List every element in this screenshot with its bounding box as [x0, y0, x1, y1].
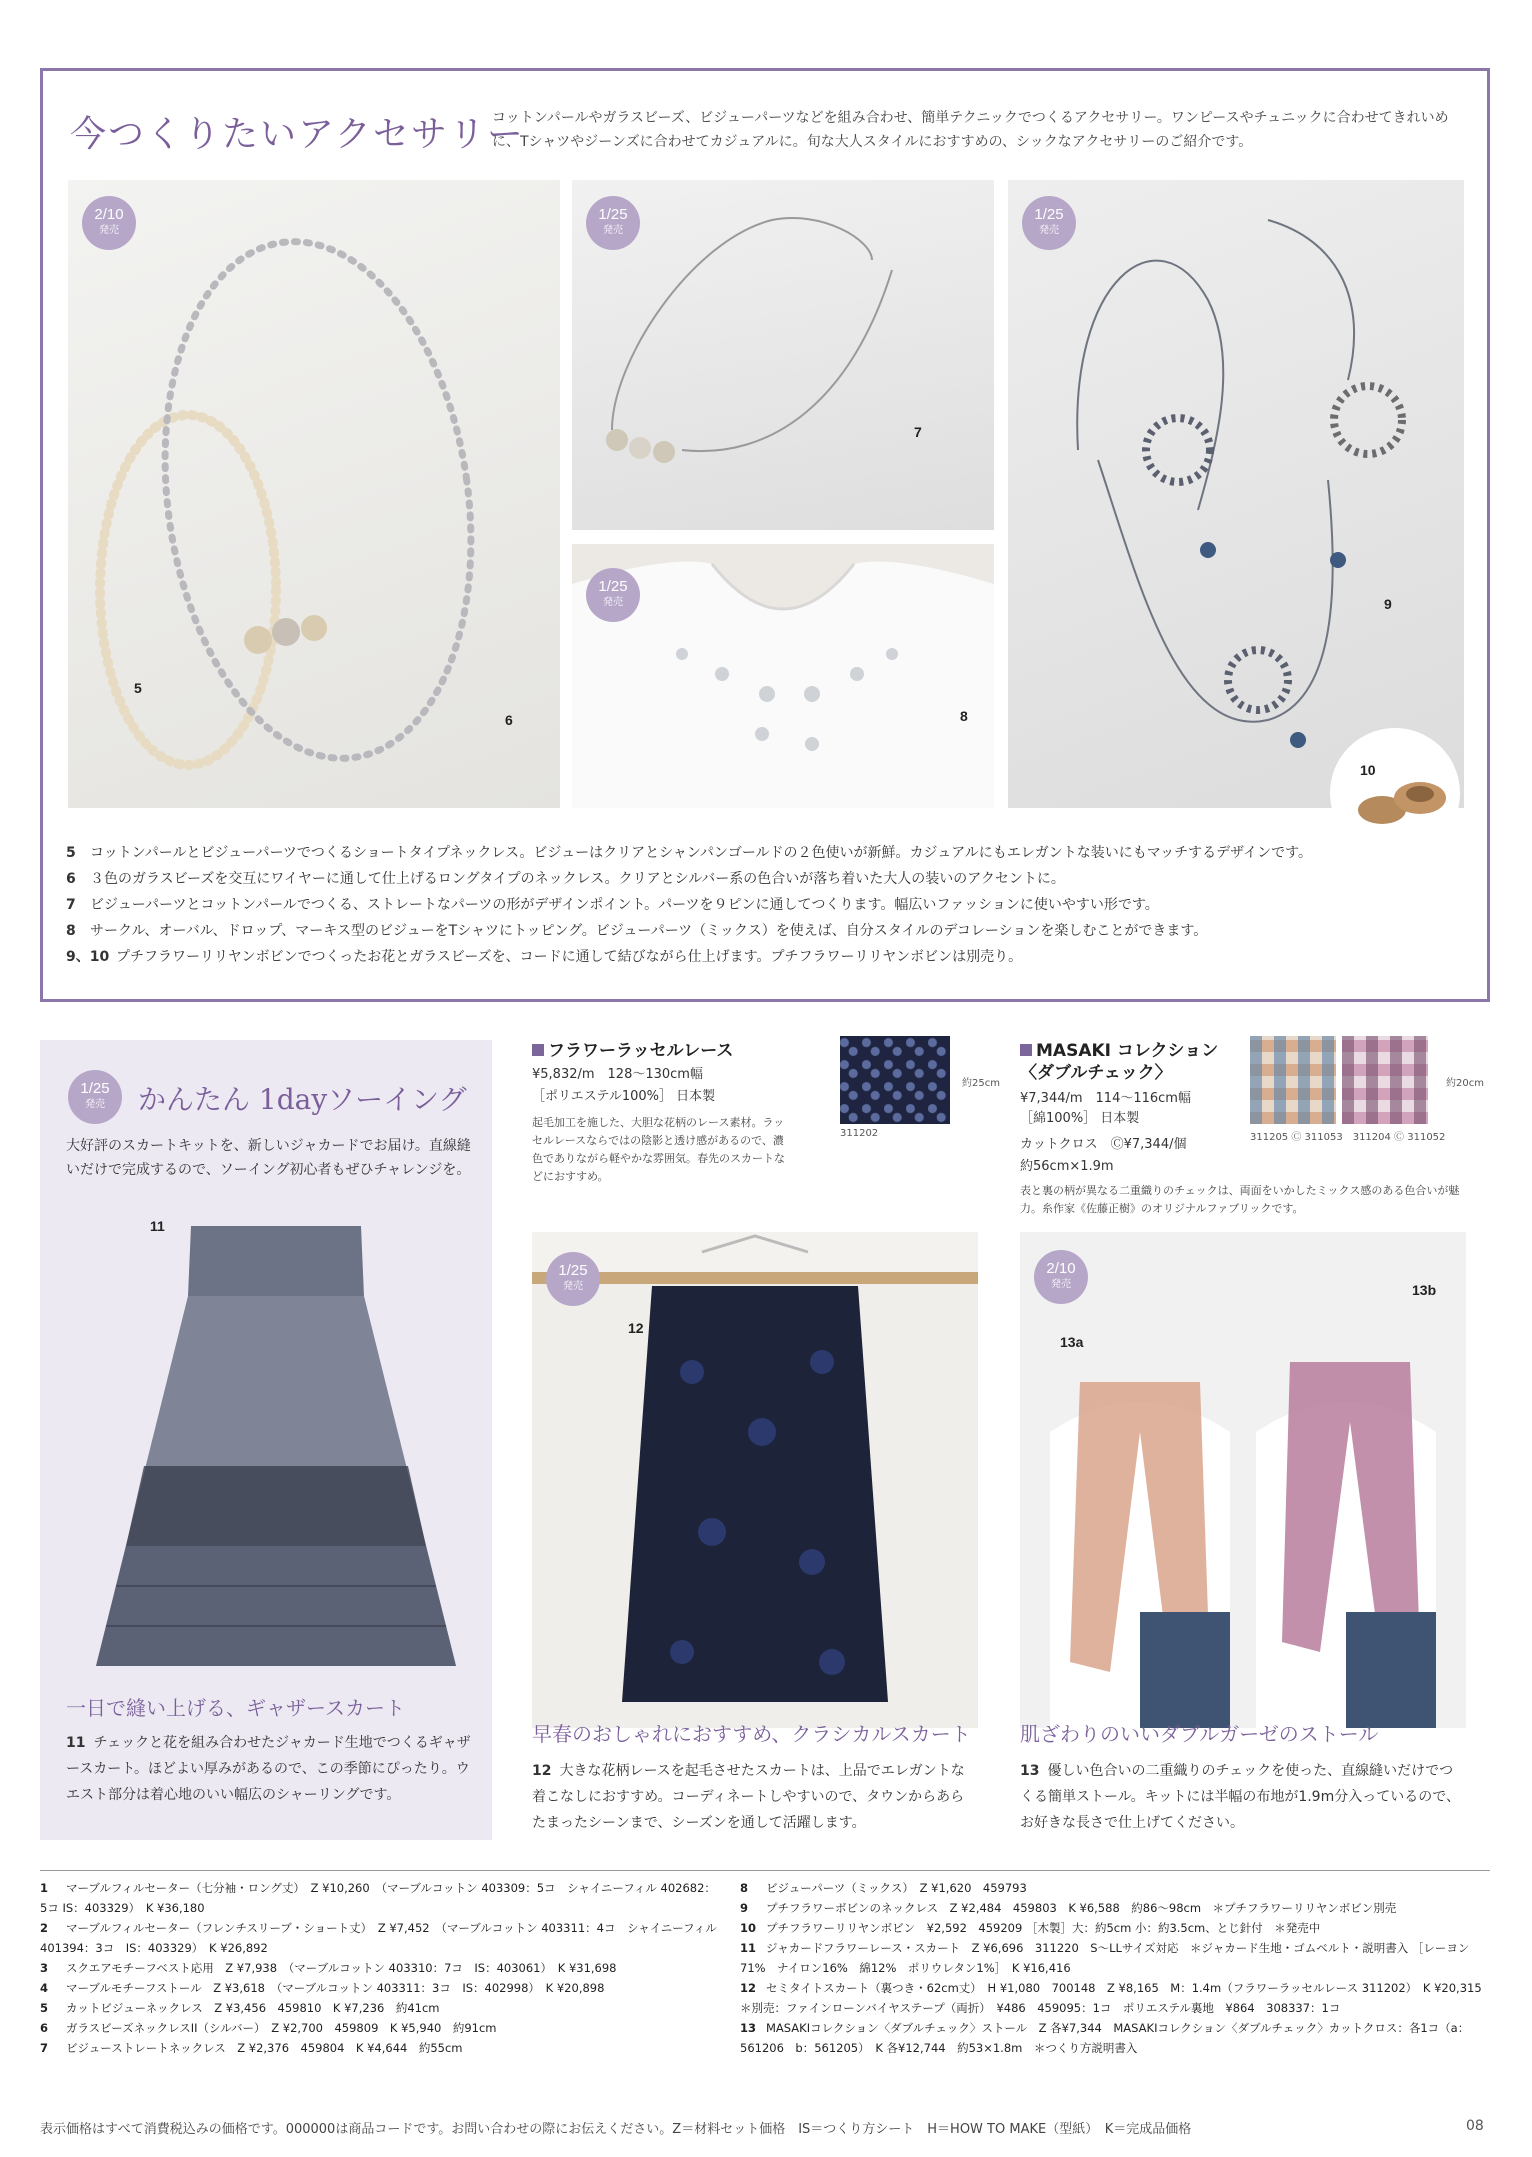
release-badge: 1/25 発売 [586, 196, 640, 250]
item-description: 11 チェックと花を組み合わせたジャカード生地でつくるギャザースカート。ほどよい厚みがあるので、この季節にぴったり。ウエスト部分は着心地のいい幅広のシャーリングです。 [66, 1735, 471, 1803]
release-badge: 1/25 発売 [586, 568, 640, 622]
fabric-description: 表と裏の柄が異なる二重織りのチェックは、両面をいかしたミックス感のある色合いが魅力。糸作家《佐藤正樹》のオリジナルファブリックです。 [1020, 1184, 1460, 1215]
fabric-swatch-check-a [1250, 1036, 1336, 1124]
photo-skirt-12 [532, 1232, 978, 1728]
item-number: 10 [1360, 762, 1376, 778]
fabric-cutcloth: カットクロス Ⓒ¥7,344/個 [1020, 1137, 1187, 1152]
item-number: 13a [1060, 1334, 1084, 1350]
fabric-name: MASAKI コレクション [1020, 1036, 1218, 1061]
item-number: 8 [960, 708, 968, 724]
product-row: 8 ビジューパーツ（ミックス） Z ¥1,620 459793 [740, 1881, 1027, 1895]
product-row: 7 ビジューストレートネックレス Z ¥2,376 459804 K ¥4,644 約55cm [40, 2041, 463, 2055]
fabric-swatch-lace [840, 1036, 950, 1124]
note-row: 9、10 プチフラワーリリヤンボビンでつくったお花とガラスビーズを、コードに通して結びながら仕上げます。プチフラワーリリヤンボビンは別売り。 [66, 949, 1023, 965]
lace-skirt-illustration [532, 1232, 978, 1728]
product-row: 9 プチフラワーボビンのネックレス Z ¥2,484 459803 K ¥6,588 約86～98cm ＊プチフラワーリリヤンボビン別売 [740, 1901, 1397, 1915]
gather-skirt-illustration [96, 1226, 456, 1666]
product-row: 13 MASAKIコレクション〈ダブルチェック〉ストール Z 各¥7,344 MASAKIコレクション〈ダブルチェック〉カットクロス：各1コ（a：561206 b：561205） K 各¥12,744 約53×1.8m ＊つくり方説明書入 [740, 2021, 1470, 2055]
item-number: 11 [150, 1218, 165, 1234]
fabric-material: ［綿100%］ 日本製 [1020, 1111, 1140, 1126]
stole-illustration [1020, 1232, 1466, 1728]
sewing-description: 大好評のスカートキットを、新しいジャカードでお届け。直線縫いだけで完成するので、ソーイング初心者もぜひチャレンジを。 [66, 1138, 471, 1178]
swatch-size: 約25cm [962, 1078, 1000, 1089]
page-number: 08 [1466, 2118, 1484, 2134]
fabric-price: ¥7,344/m 114～116cm幅 [1020, 1091, 1191, 1106]
bobbin-inset [1332, 730, 1458, 856]
release-badge: 1/25 発売 [68, 1070, 122, 1124]
note-row: 6 ３色のガラスビーズを交互にワイヤーに通して仕上げるロングタイプのネックレス。クリアとシルバー系の色合いが落ち着いた大人の装いのアクセントに。 [66, 871, 1065, 887]
feature-notes [66, 840, 1466, 970]
feature-title: 今つくりたいアクセサリー [70, 114, 525, 155]
product-row: 10 プチフラワーリリヤンボビン ¥2,592 459209 ［木製］大：約5cm 小：約3.5cm、とじ針付 ＊発売中 [740, 1921, 1321, 1935]
item-description: 13 優しい色合いの二重織りのチェックを使った、直線縫いだけでつくる簡単ストール。キットには半幅の布地が1.9m分入っているので、お好きな長さで仕上げてください。 [1020, 1763, 1460, 1831]
product-row: 1 マーブルフィルセーター（七分袖・ロング丈） Z ¥10,260 （マーブルコットン 403309：5コ シャイニーフィル 402682：5コ IS：403329） K ¥36,180 [40, 1881, 716, 1915]
fabric-name: フラワーラッセルレース [532, 1036, 733, 1061]
item-number: 12 [628, 1320, 644, 1336]
flower-necklace-illustration [1008, 180, 1464, 808]
item-subtitle: 一日で縫い上げる、ギャザースカート [66, 1696, 405, 1720]
fabric-cutsize: 約56cm×1.9m [1020, 1159, 1114, 1174]
photo-stoles-13 [1020, 1232, 1466, 1728]
photo-flower-necklace-9 [1008, 180, 1464, 808]
item-number: 7 [914, 424, 922, 440]
item-number: 13b [1412, 1282, 1437, 1298]
release-badge: 2/10 発売 [82, 196, 136, 250]
footer-rule [40, 1870, 1490, 1871]
product-row: 12 セミタイトスカート（裏つき・62cm丈） H ¥1,080 700148 Z ¥8,165 M：1.4m（フラワーラッセルレース 311202） K ¥20,315 ＊別売：ファインローンバイヤステープ（両折） ¥486 459095：1コ ポリエステル裏地 ¥864 308337：1コ [740, 1981, 1482, 2015]
bobbin-illustration [1332, 730, 1458, 856]
price-legend: 表示価格はすべて消費税込みの価格です。000000は商品コードです。お問い合わせの際にお伝えください。Z＝材料セット価格 IS＝つくり方シート H＝HOW TO MAKE（型紙） K＝完成品価格 [40, 2122, 1192, 2137]
product-row: 6 ガラスビーズネックレスII（シルバー） Z ¥2,700 459809 K ¥5,940 約91cm [40, 2021, 497, 2035]
bullet-square [1020, 1044, 1032, 1056]
release-badge: 1/25 発売 [546, 1252, 600, 1306]
product-row: 5 カットビジューネックレス Z ¥3,456 459810 K ¥7,236 約41cm [40, 2001, 440, 2015]
product-list-left [40, 1878, 720, 2058]
fabric-name-sub: 〈ダブルチェック〉 [1020, 1063, 1172, 1083]
product-row: 11 ジャカードフラワーレース・スカート Z ¥6,696 311220 S～LLサイズ対応 ＊ジャカード生地・ゴムベルト・説明書入 ［レーヨン71% ナイロン16% 綿12% ポリウレタン1%］ K ¥16,416 [740, 1941, 1470, 1975]
photo-skirt-11 [96, 1226, 456, 1666]
item-subtitle: 肌ざわりのいいダブルガーゼのストール [1020, 1722, 1379, 1746]
release-badge: 2/10 発売 [1034, 1250, 1088, 1304]
fabric-description: 起毛加工を施した、大胆な花柄のレース素材。ラッセルレースならではの陰影と透け感があるので、濃色でありながら軽やかな雰囲気。春先のスカートなどにおすすめ。 [532, 1116, 785, 1183]
note-row: 8 サークル、オーバル、ドロップ、マーキス型のビジューをTシャツにトッピング。ビジューパーツ（ミックス）を使えば、自分スタイルのデコレーションを楽しむことができます。 [66, 923, 1208, 939]
release-badge: 1/25 発売 [1022, 196, 1076, 250]
item-subtitle: 早春のおしゃれにおすすめ、クラシカルスカート [532, 1722, 971, 1746]
product-row: 3 スクエアモチーフベスト応用 Z ¥7,938 （マーブルコットン 403310：7コ IS：403061） K ¥31,698 [40, 1961, 617, 1975]
product-list-right [740, 1878, 1490, 2058]
fabric-swatch-check-b [1342, 1036, 1428, 1124]
fabric-price: ¥5,832/m 128～130cm幅 [532, 1067, 703, 1082]
fabric-code: 311202 [840, 1128, 879, 1139]
fabric-material: ［ポリエステル100%］ 日本製 [532, 1089, 716, 1104]
necklace-illustration [68, 180, 560, 808]
item-number: 6 [505, 712, 513, 728]
item-number: 5 [134, 680, 142, 696]
item-description: 12 大きな花柄レースを起毛させたスカートは、上品でエレガントな着こなしにおすすめ。コーディネートしやすいので、タウンからあらたまったシーンまで、シーズンを通して活躍します。 [532, 1763, 965, 1831]
note-row: 5 コットンパールとビジューパーツでつくるショートタイプネックレス。ビジューはクリアとシャンパンゴールドの２色使いが新鮮。カジュアルにもエレガントな装いにもマッチするデザインです。 [66, 845, 1313, 861]
fabric-codes: 311205 Ⓒ 311053 311204 Ⓒ 311052 [1250, 1132, 1446, 1143]
photo-necklaces-5-6 [68, 180, 560, 808]
item-number: 9 [1384, 596, 1392, 612]
product-row: 2 マーブルフィルセーター（フレンチスリーブ・ショート丈） Z ¥7,452 （マーブルコットン 403311：4コ シャイニーフィル 401394：3コ IS：403329） K ¥26,892 [40, 1921, 717, 1955]
feature-description: コットンパールやガラスビーズ、ビジューパーツなどを組み合わせ、簡単テクニックでつくるアクセサリー。ワンピースやチュニックに合わせてきれいめに、Tシャツやジーンズに合わせてカジュアルに。旬な大人スタイルにおすすめの、シックなアクセサリーのご紹介です。 [492, 110, 1449, 150]
swatch-size: 約20cm [1446, 1078, 1484, 1089]
bullet-square [532, 1044, 544, 1056]
product-row: 4 マーブルモチーフストール Z ¥3,618 （マーブルコットン 403311：3コ IS：402998） K ¥20,898 [40, 1981, 605, 1995]
note-row: 7 ビジューパーツとコットンパールでつくる、ストレートなパーツの形がデザインポイント。パーツを９ピンに通してつくります。幅広いファッションに使いやすい形です。 [66, 897, 1159, 913]
sewing-title: かんたん 1dayソーイング [138, 1083, 467, 1116]
